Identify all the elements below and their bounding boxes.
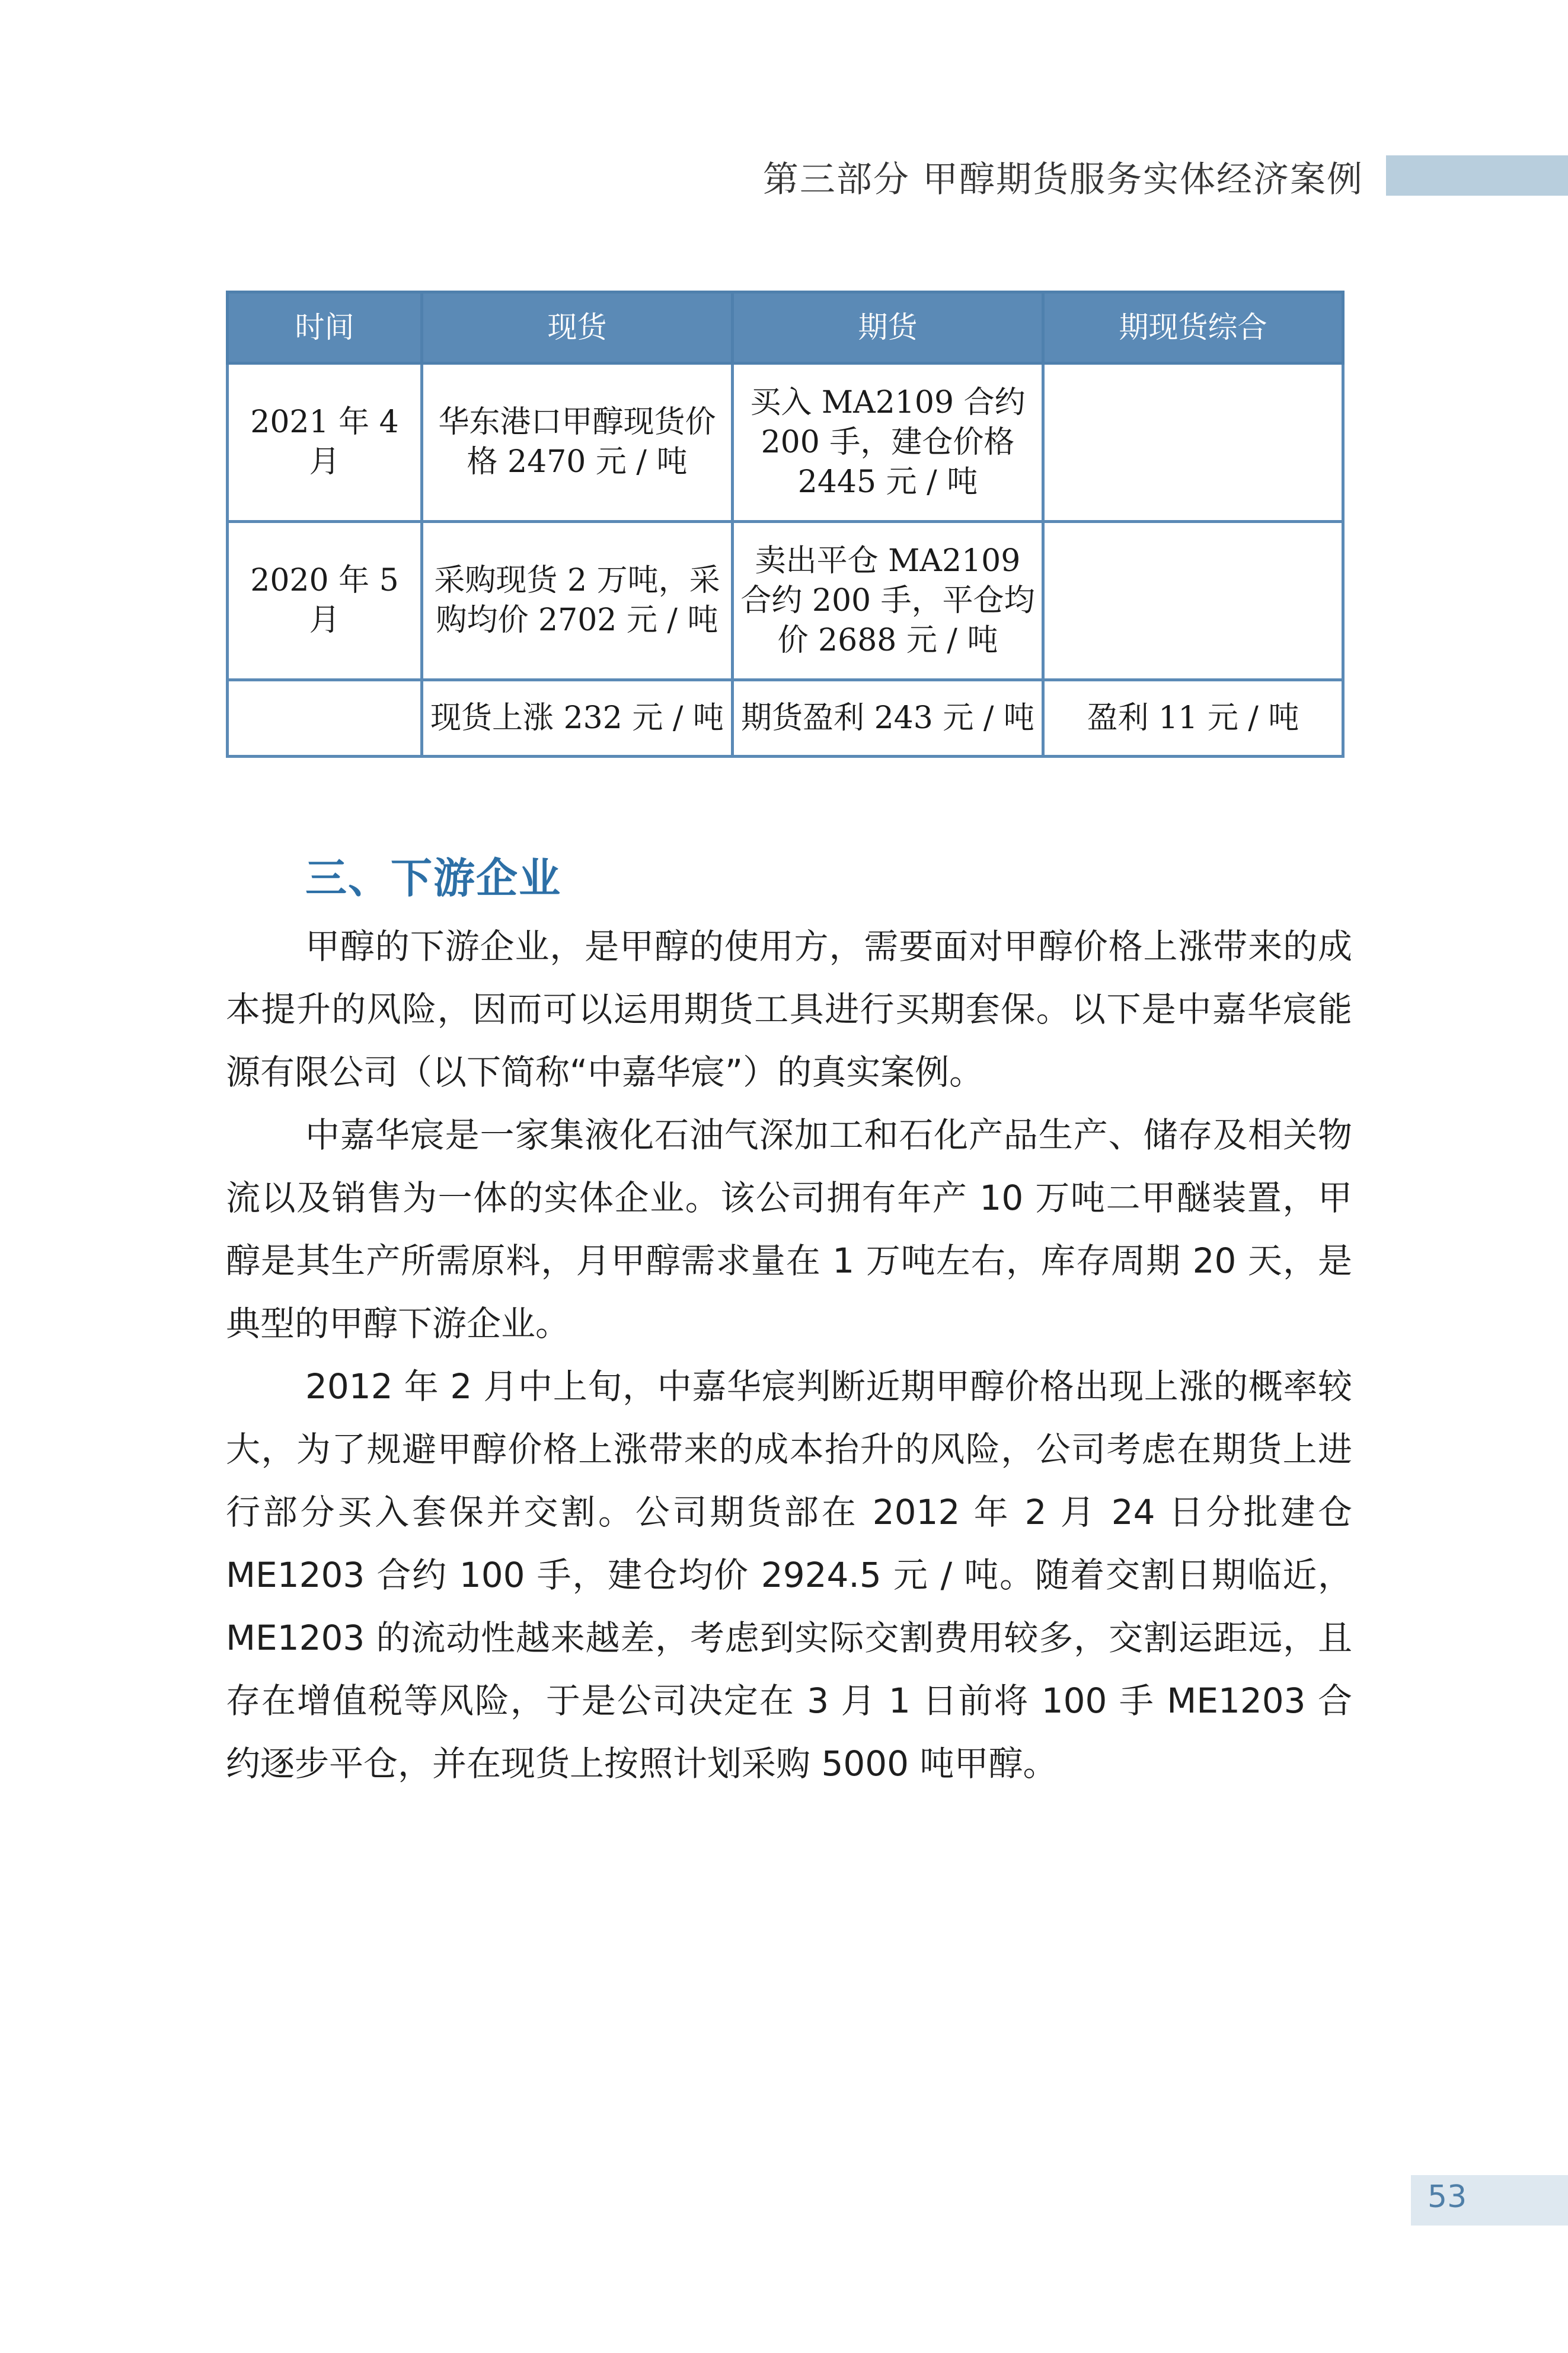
table-cell: 卖出平仓 MA2109 合约 200 手，平仓均价 2688 元 / 吨 xyxy=(733,522,1043,680)
table-cell: 期货盈利 243 元 / 吨 xyxy=(733,680,1043,757)
table-cell: 买入 MA2109 合约 200 手，建仓价格 2445 元 / 吨 xyxy=(733,364,1043,522)
table-header-cell: 时间 xyxy=(228,292,422,364)
table-header-cell: 期货 xyxy=(733,292,1043,364)
body-paragraph: 中嘉华宸是一家集液化石油气深加工和石化产品生产、储存及相关物流以及销售为一体的实体企业。该公司拥有年产 10 万吨二甲醚装置，甲醇是其生产所需原料，月甲醇需求量在 1 万吨左右，库存周期 20 天，是典型的甲醇下游企业。 xyxy=(226,1115,1352,1344)
table-header-cell: 现货 xyxy=(422,292,733,364)
table-row xyxy=(228,522,1343,680)
table-header-row xyxy=(228,292,1343,364)
table-cell: 2021 年 4 月 xyxy=(228,364,422,522)
hedging-case-table xyxy=(226,291,1345,758)
table-cell: 采购现货 2 万吨，采购均价 2702 元 / 吨 xyxy=(422,522,733,680)
table-cell: 华东港口甲醇现货价格 2470 元 / 吨 xyxy=(422,364,733,522)
header-accent-bar xyxy=(1386,155,1568,196)
table-header-cell: 期现货综合 xyxy=(1043,292,1343,364)
running-header-title: 第三部分 甲醇期货服务实体经济案例 xyxy=(762,159,1363,200)
table-cell: 现货上涨 232 元 / 吨 xyxy=(422,680,733,757)
table-cell xyxy=(228,680,422,757)
table-cell: 2020 年 5 月 xyxy=(228,522,422,680)
page-number: 53 xyxy=(1428,2179,1467,2215)
section-heading: 三、下游企业 xyxy=(305,854,561,903)
body-paragraph: 甲醇的下游企业，是甲醇的使用方，需要面对甲醇价格上涨带来的成本提升的风险，因而可以运用期货工具进行买期套保。以下是中嘉华宸能源有限公司（以下简称“中嘉华宸”）的真实案例。 xyxy=(226,926,1352,1092)
table-cell xyxy=(1043,522,1343,680)
table-row xyxy=(228,364,1343,522)
table-cell xyxy=(1043,364,1343,522)
table-row xyxy=(228,680,1343,757)
body-paragraph: 2012 年 2 月中上旬，中嘉华宸判断近期甲醇价格出现上涨的概率较大，为了规避甲醇价格上涨带来的成本抬升的风险，公司考虑在期货上进行部分买入套保并交割。公司期货部在 2012 年 2 月 24 日分批建仓 ME1203 合约 100 手，建仓均价 2924.5 元 / 吨。随着交割日期临近，ME1203 的流动性越来越差，考虑到实际交割费用较多，交割运距远，且存在增值税等风险，于是公司决定在 3 月 1 日前将 100 手 ME1203 合约逐步平仓，并在现货上按照计划采购 5000 吨甲醇。 xyxy=(226,1366,1352,1784)
table-cell: 盈利 11 元 / 吨 xyxy=(1043,680,1343,757)
